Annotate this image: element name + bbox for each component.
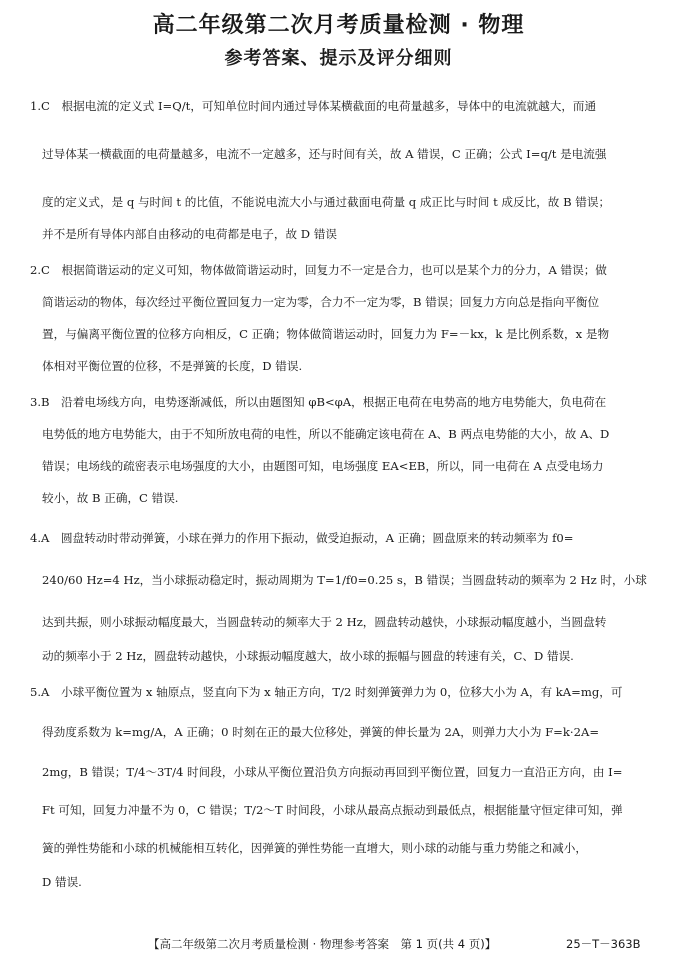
answer-line: 1.C 根据电流的定义式 I=Q/t，可知单位时间内通过导体某横截面的电荷量越多，导体中的电流就越大，而通 [30,99,597,113]
answer-line: 2.C 根据简谐运动的定义可知，物体做简谐运动时，回复力不一定是合力，也可以是某个力的分力，A 错误；做 [30,263,607,277]
answer-line: 3.B 沿着电场线方向，电势逐渐减低，所以由题图知 φB<φA，根据正电荷在电势高的地方电势能大，负电荷在 [30,395,607,409]
answer-line: 4.A 圆盘转动时带动弹簧，小球在弹力的作用下振动，做受迫振动，A 正确；圆盘原来的转动频率为 f0= [30,531,574,545]
answer-line: 5.A 小球平衡位置为 x 轴原点，竖直向下为 x 轴正方向，T/2 时刻弹簧弹力为 0，位移大小为 A，有 kA=mg，可 [30,685,623,699]
page-subtitle: 参考答案、提示及评分细则 [224,48,453,69]
answer-line: 较小，故 B 正确，C 错误. [42,491,179,505]
answer-line: 达到共振，则小球振动幅度最大，当圆盘转动的频率大于 2 Hz，圆盘转动越快，小球振动幅度越小，当圆盘转 [42,615,607,629]
answer-line: 电势低的地方电势能大，由于不知所放电荷的电性，所以不能确定该电荷在 A、B 两点电势能的大小，故 A、D [42,427,610,441]
answer-line: 体相对平衡位置的位移，不是弹簧的长度，D 错误. [42,359,303,373]
answer-line: 得劲度系数为 k=mg/A，A 正确；0 时刻在正的最大位移处，弹簧的伸长量为 2A，则弹力大小为 F=k·2A= [42,725,600,739]
footer-doc-code: 25－T－363B [566,937,641,951]
answer-line: 度的定义式，是 q 与时间 t 的比值，不能说电流大小与通过截面电荷量 q 成正比与时间 t 成反比，故 B 错误； [42,195,611,209]
footer-page-info: 【高二年级第二次月考质量检测 · 物理参考答案 第 1 页(共 4 页)】 [148,937,497,951]
answer-line: Ft 可知，回复力冲量不为 0，C 错误；T/2～T 时间段，小球从最高点振动到最低点，根据能量守恒定律可知，弹 [42,803,623,817]
answer-line: 简谐运动的物体，每次经过平衡位置回复力一定为零，合力不一定为零，B 错误；回复力方向总是指向平衡位 [42,295,600,309]
answer-line: 置，与偏离平衡位置的位移方向相反，C 正确；物体做简谐运动时，回复力为 F=－kx，k 是比例系数，x 是物 [42,327,610,341]
answer-line: 动的频率小于 2 Hz，圆盘转动越快，小球振动幅度越大，故小球的振幅与圆盘的转速有关，C、D 错误. [42,649,574,663]
answer-line: 错误；电场线的疏密表示电场强度的大小，由题图可知，电场强度 EA<EB，所以，同一电荷在 A 点受电场力 [42,459,604,473]
answer-line: 并不是所有导体内部自由移动的电荷都是电子，故 D 错误 [42,227,337,241]
answer-line: 簧的弹性势能和小球的机械能相互转化，因弹簧的弹性势能一直增大，则小球的动能与重力势能之和减小， [42,841,587,855]
page-footer [0,936,677,952]
answer-line: D 错误. [42,875,82,889]
answer-line: 240/60 Hz=4 Hz，当小球振动稳定时，振动周期为 T=1/f0=0.25 s，B 错误；当圆盘转动的频率为 2 Hz 时，小球 [42,573,647,587]
answer-line: 2mg，B 错误；T/4～3T/4 时间段，小球从平衡位置沿负方向振动再回到平衡位置，回复力一直沿正方向，由 I= [42,765,623,779]
page-title: 高二年级第二次月考质量检测 · 物理 [152,13,525,38]
answer-line: 过导体某一横截面的电荷量越多，电流不一定越多，还与时间有关，故 A 错误，C 正确；公式 I=q/t 是电流强 [42,147,607,161]
